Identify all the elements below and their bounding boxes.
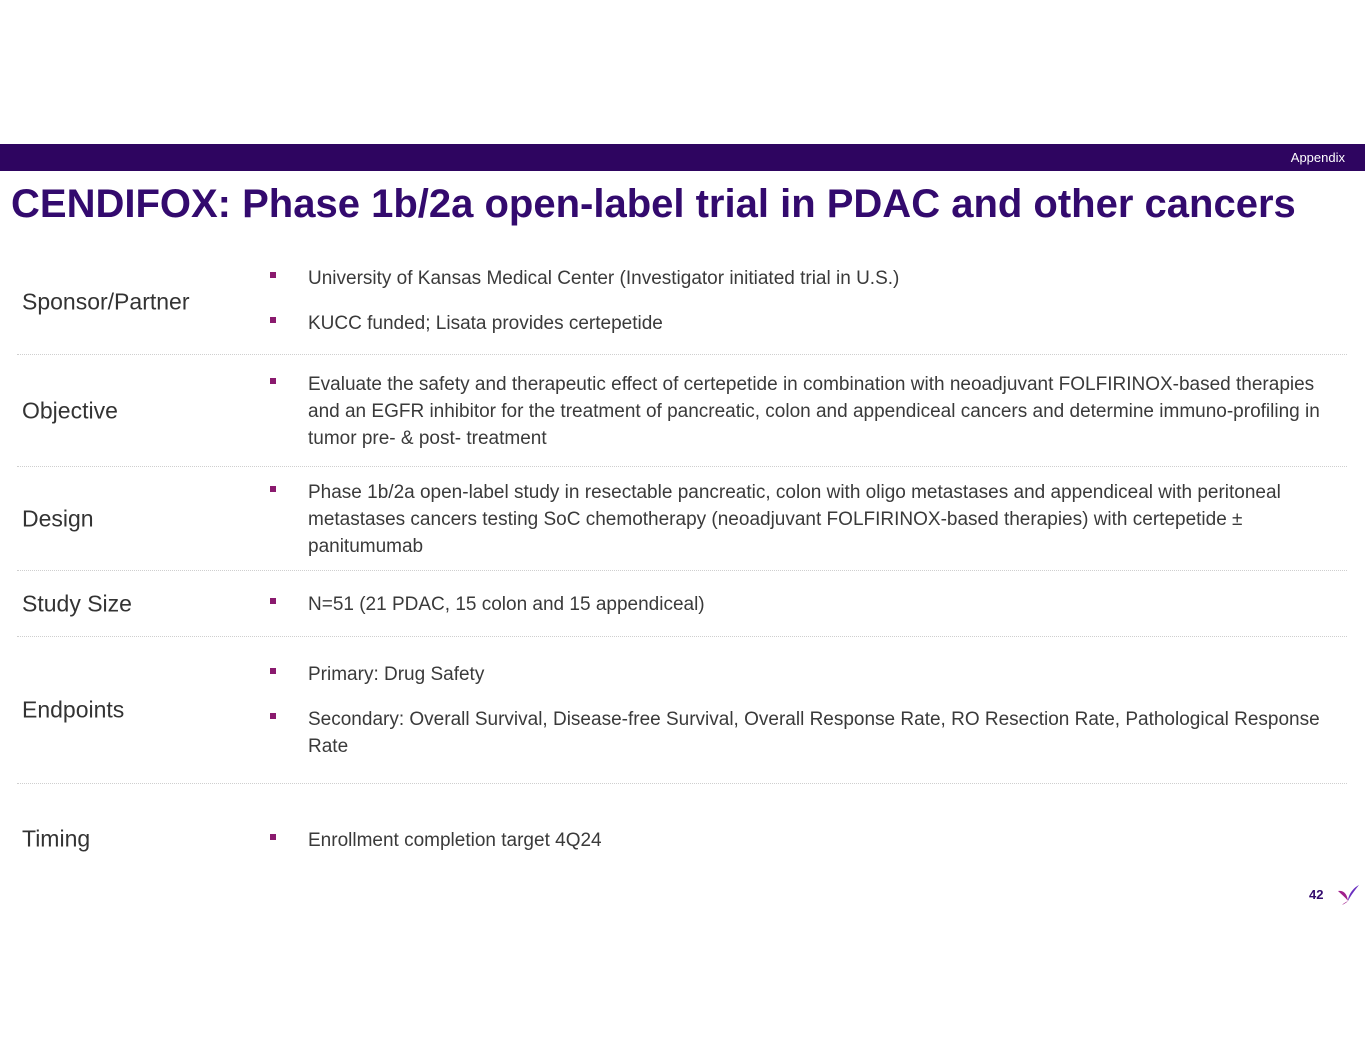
square-bullet-icon — [270, 598, 276, 604]
square-bullet-icon — [270, 317, 276, 323]
row-label: Study Size — [22, 590, 132, 616]
top-banner — [0, 144, 1365, 171]
bullet-text: Primary: Drug Safety — [308, 664, 485, 685]
section-label: Appendix — [1290, 150, 1345, 165]
table-row — [17, 784, 1347, 894]
bullet-text: Phase 1b/2a open-label study in resectable pancreatic, colon with oligo metastases and appendiceal with peritoneal metastases cancers testing SoC chemotherapy (neoadjuvant FOLFIRINOX-based therapies) with certepetide ± panitumumab — [308, 482, 1281, 557]
bullet-text: KUCC funded; Lisata provides certepetide — [308, 313, 663, 334]
page-number: 42 — [1309, 887, 1324, 902]
butterfly-logo-icon — [1336, 884, 1360, 906]
table-row — [17, 467, 1347, 571]
row-label: Objective — [22, 397, 118, 423]
page-title: CENDIFOX: Phase 1b/2a open-label trial in PDAC and other cancers — [11, 182, 1296, 226]
bullet-text: N=51 (21 PDAC, 15 colon and 15 appendiceal) — [308, 594, 705, 615]
row-label: Sponsor/Partner — [22, 288, 190, 315]
row-label: Timing — [22, 825, 91, 852]
square-bullet-icon — [270, 272, 276, 278]
bullet-text: Evaluate the safety and therapeutic effect of certepetide in combination with neoadjuvant FOLFIRINOX-based therapies and an EGFR inhibitor for the treatment of pancreatic, colon and appendiceal cancers and determine immuno-profiling in tumor pre- & post- treatment — [308, 374, 1320, 449]
square-bullet-icon — [270, 486, 276, 492]
bullet-text: University of Kansas Medical Center (Investigator initiated trial in U.S.) — [308, 268, 900, 289]
bullet-text: Secondary: Overall Survival, Disease-free Survival, Overall Response Rate, RO Resection Rate, Pathological Response Rate — [308, 709, 1320, 757]
table-row — [17, 637, 1347, 784]
square-bullet-icon — [270, 378, 276, 384]
table-row — [17, 250, 1347, 355]
square-bullet-icon — [270, 713, 276, 719]
row-label: Endpoints — [22, 696, 125, 723]
trial-details-table — [17, 250, 1347, 894]
square-bullet-icon — [270, 834, 276, 840]
row-label: Design — [22, 505, 94, 531]
table-row — [17, 571, 1347, 637]
bullet-text: Enrollment completion target 4Q24 — [308, 830, 602, 851]
square-bullet-icon — [270, 668, 276, 674]
table-row — [17, 355, 1347, 467]
